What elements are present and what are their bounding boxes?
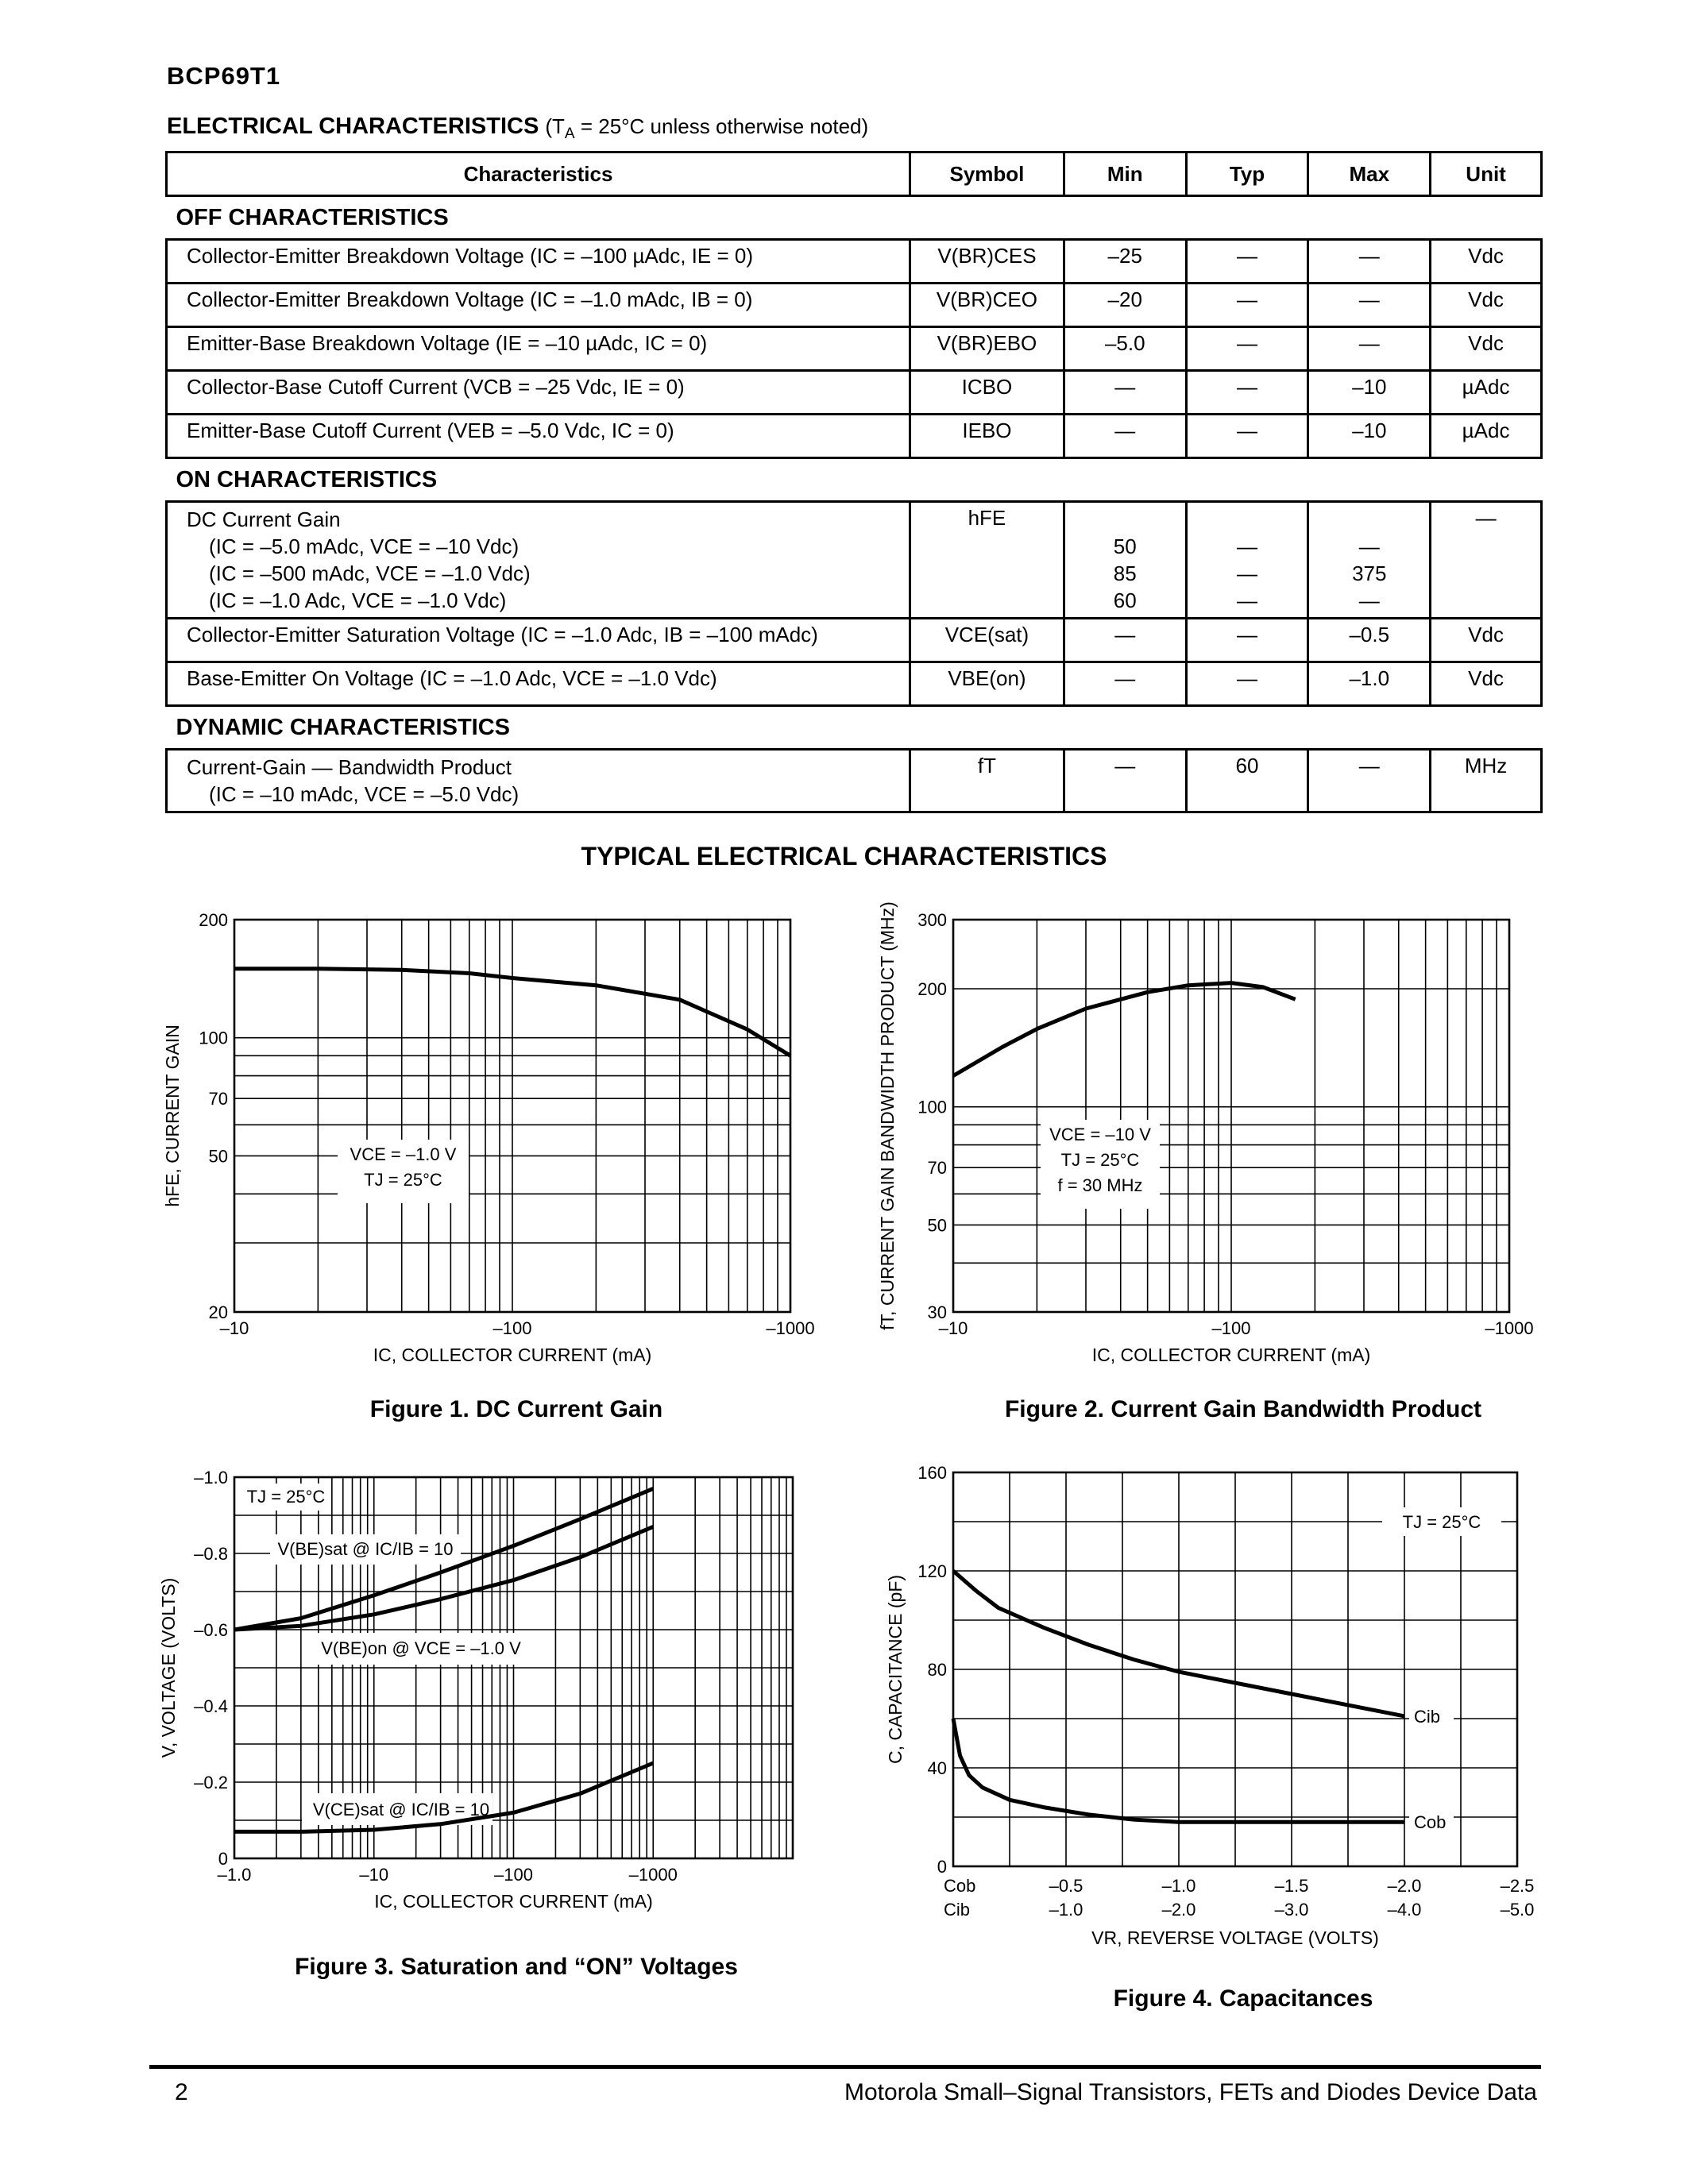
footer-rule	[149, 2065, 1541, 2069]
y-tick-label: 0	[218, 1849, 228, 1869]
section-title: ON CHARACTERISTICS	[167, 458, 1542, 502]
symbol-cell: V(BR)CEO	[910, 284, 1064, 327]
y-tick-label: –0.4	[194, 1696, 228, 1716]
annotation-text: TJ = 25°C	[1060, 1150, 1140, 1170]
dc-gain-max-value: —	[1358, 534, 1380, 558]
dc-gain-max-value: 375	[1352, 561, 1387, 585]
x-tick-label: –0.5	[1049, 1876, 1083, 1896]
dc-gain-min-value: 60	[1113, 588, 1137, 612]
symbol-cell: V(BR)EBO	[910, 327, 1064, 371]
electrical-characteristics-table	[165, 151, 1543, 813]
annotation-text: V(BE)sat @ IC/IB = 10	[277, 1539, 454, 1559]
x-tick-label: –5.0	[1500, 1900, 1535, 1920]
x-tick-label: –100	[494, 1865, 533, 1885]
table-row-dc-gain	[167, 502, 1542, 619]
annotation-text: VCE = –10 V	[1049, 1125, 1151, 1144]
unit-cell: Vdc	[1431, 284, 1542, 327]
max-cell: –10	[1308, 371, 1431, 415]
x-axis-label: VR, REVERSE VOLTAGE (VOLTS)	[1091, 1927, 1379, 1948]
typ-cell: 60	[1186, 750, 1308, 812]
page-number: 2	[175, 2079, 188, 2105]
y-tick-label: 300	[917, 910, 947, 930]
max-cell: –1.0	[1308, 662, 1431, 706]
annotation-text: TJ = 25°C	[1402, 1512, 1481, 1532]
dynamic-label: Current-Gain — Bandwidth Product	[187, 755, 512, 779]
x-tick-label: –2.0	[1387, 1876, 1422, 1896]
x-tick-label: –10	[359, 1865, 389, 1885]
section-on	[167, 458, 1542, 502]
table-row	[167, 662, 1542, 706]
electrical-heading	[167, 114, 868, 143]
table-row	[167, 284, 1542, 327]
x-tick-label: –10	[938, 1318, 968, 1338]
unit-cell: Vdc	[1431, 240, 1542, 284]
symbol-cell: hFE	[910, 502, 1064, 619]
x-tick-label: –3.0	[1274, 1900, 1309, 1920]
y-axis-label: C, CAPACITANCE (pF)	[885, 1574, 906, 1765]
electrical-title: ELECTRICAL CHARACTERISTICS	[167, 114, 539, 139]
x-tick-label: –1000	[1485, 1318, 1534, 1338]
table-row	[167, 327, 1542, 371]
y-tick-label: –0.8	[194, 1544, 228, 1564]
unit-cell: —	[1431, 502, 1542, 619]
characteristic-cell: Collector-Emitter Saturation Voltage (IC = –1.0 Adc, IB = –100 mAdc)	[167, 619, 910, 662]
part-number: BCP69T1	[167, 62, 281, 90]
x-row2-label: Cib	[944, 1900, 971, 1920]
max-cell: —	[1308, 750, 1431, 812]
x-tick-label: –100	[1211, 1318, 1251, 1338]
min-cell: —	[1064, 415, 1186, 458]
section-dynamic	[167, 706, 1542, 750]
characteristic-cell: Collector-Emitter Breakdown Voltage (IC = –1.0 mAdc, IB = 0)	[167, 284, 910, 327]
table-row	[167, 240, 1542, 284]
max-cell: —	[1308, 284, 1431, 327]
y-tick-label: –1.0	[194, 1468, 228, 1488]
typ-cell: —	[1186, 371, 1308, 415]
characteristic-cell: Emitter-Base Cutoff Current (VEB = –5.0 Vdc, IC = 0)	[167, 415, 910, 458]
column-header: Characteristics	[167, 152, 910, 196]
characteristic-cell	[167, 502, 910, 619]
typ-cell: —	[1186, 240, 1308, 284]
max-cell: –0.5	[1308, 619, 1431, 662]
annotation-text: f = 30 MHz	[1057, 1175, 1143, 1195]
annotation-text: VCE = –1.0 V	[350, 1144, 457, 1164]
annotation-text: V(CE)sat @ IC/IB = 10	[312, 1800, 490, 1819]
x-tick-label: –4.0	[1387, 1900, 1422, 1920]
dc-gain-typ-value: —	[1237, 588, 1257, 612]
dc-gain-min-value: 85	[1113, 561, 1137, 585]
y-tick-label: –0.6	[194, 1620, 228, 1640]
y-tick-label: 100	[199, 1028, 228, 1048]
unit-cell: MHz	[1431, 750, 1542, 812]
dc-gain-typ-value: —	[1237, 534, 1257, 558]
x-axis-label: IC, COLLECTOR CURRENT (mA)	[1091, 1345, 1371, 1365]
chart-figure-3	[151, 1461, 850, 1938]
dc-gain-label: DC Current Gain	[187, 507, 341, 531]
section-off	[167, 196, 1542, 240]
section-title: DYNAMIC CHARACTERISTICS	[167, 706, 1542, 750]
y-tick-label: –0.2	[194, 1773, 228, 1792]
y-tick-label: 50	[927, 1215, 947, 1236]
column-header: Symbol	[910, 152, 1064, 196]
typ-cell: —	[1186, 415, 1308, 458]
symbol-cell: VCE(sat)	[910, 619, 1064, 662]
table-row-dynamic	[167, 750, 1542, 812]
y-tick-label: 160	[917, 1463, 947, 1483]
min-cell	[1064, 502, 1186, 619]
y-tick-label: 200	[917, 978, 947, 999]
annotation-text: V(BE)on @ VCE = –1.0 V	[321, 1638, 521, 1658]
figure-1-caption: Figure 1. DC Current Gain	[369, 1396, 663, 1422]
x-row1-label: Cob	[944, 1876, 976, 1896]
symbol-cell: IEBO	[910, 415, 1064, 458]
figure-2-caption: Figure 2. Current Gain Bandwidth Product	[1004, 1396, 1482, 1422]
dc-gain-condition: (IC = –5.0 mAdc, VCE = –10 Vdc)	[209, 534, 520, 558]
typical-heading: TYPICAL ELECTRICAL CHARACTERISTICS	[581, 842, 1107, 870]
column-header: Max	[1308, 152, 1431, 196]
chart-figure-2	[874, 901, 1573, 1382]
min-cell: —	[1064, 750, 1186, 812]
column-header: Typ	[1186, 152, 1308, 196]
dc-gain-condition: (IC = –500 mAdc, VCE = –1.0 Vdc)	[209, 561, 531, 585]
max-cell	[1308, 502, 1431, 619]
y-tick-label: 40	[927, 1758, 947, 1778]
chart-figure-1	[151, 905, 850, 1382]
figure-4-caption: Figure 4. Capacitances	[1113, 1985, 1373, 2012]
y-tick-label: 70	[927, 1158, 947, 1179]
x-tick-label: –1.0	[1161, 1876, 1196, 1896]
max-cell: –10	[1308, 415, 1431, 458]
max-cell: —	[1308, 240, 1431, 284]
symbol-cell: VBE(on)	[910, 662, 1064, 706]
typ-cell: —	[1186, 619, 1308, 662]
typ-cell: —	[1186, 662, 1308, 706]
unit-cell: µAdc	[1431, 371, 1542, 415]
min-cell: —	[1064, 662, 1186, 706]
x-tick-label: –1.5	[1274, 1876, 1309, 1896]
y-axis-label: hFE, CURRENT GAIN	[162, 1024, 183, 1207]
symbol-cell: fT	[910, 750, 1064, 812]
typ-cell: —	[1186, 284, 1308, 327]
x-tick-label: –1000	[766, 1318, 815, 1338]
y-tick-label: 200	[199, 910, 228, 930]
unit-cell: Vdc	[1431, 619, 1542, 662]
table-row	[167, 371, 1542, 415]
characteristic-cell: Collector-Base Cutoff Current (VCB = –25 Vdc, IE = 0)	[167, 371, 910, 415]
unit-cell: Vdc	[1431, 662, 1542, 706]
y-axis-label: V, VOLTAGE (VOLTS)	[158, 1577, 179, 1758]
table-row	[167, 415, 1542, 458]
y-tick-label: 80	[927, 1660, 947, 1680]
dc-gain-typ-value: —	[1237, 561, 1257, 585]
min-cell: —	[1064, 371, 1186, 415]
column-header: Unit	[1431, 152, 1542, 196]
x-tick-label: –2.5	[1500, 1876, 1535, 1896]
y-tick-label: 30	[927, 1302, 947, 1322]
y-tick-label: 0	[937, 1857, 947, 1877]
characteristic-cell: Base-Emitter On Voltage (IC = –1.0 Adc, VCE = –1.0 Vdc)	[167, 662, 910, 706]
typ-cell: —	[1186, 327, 1308, 371]
characteristic-cell: Collector-Emitter Breakdown Voltage (IC = –100 µAdc, IE = 0)	[167, 240, 910, 284]
dc-gain-min-value: 50	[1113, 534, 1137, 558]
y-tick-label: 100	[917, 1097, 947, 1117]
y-tick-label: 120	[917, 1561, 947, 1581]
x-axis-label: IC, COLLECTOR CURRENT (mA)	[373, 1345, 652, 1365]
x-axis-label: IC, COLLECTOR CURRENT (mA)	[374, 1891, 653, 1912]
min-cell: –20	[1064, 284, 1186, 327]
characteristic-cell	[167, 750, 910, 812]
section-title: OFF CHARACTERISTICS	[167, 196, 1542, 240]
unit-cell: µAdc	[1431, 415, 1542, 458]
series-line-fT	[953, 983, 1296, 1076]
column-header: Min	[1064, 152, 1186, 196]
x-tick-label: –1.0	[1049, 1900, 1083, 1920]
x-tick-label: –10	[219, 1318, 249, 1338]
table-header-row	[167, 152, 1542, 196]
symbol-cell: ICBO	[910, 371, 1064, 415]
y-tick-label: 70	[208, 1089, 228, 1109]
figure-3-caption: Figure 3. Saturation and “ON” Voltages	[295, 1954, 738, 1980]
dc-gain-max-value: —	[1358, 588, 1380, 612]
y-tick-label: 50	[208, 1146, 228, 1167]
symbol-cell: V(BR)CES	[910, 240, 1064, 284]
y-axis-label: fT, CURRENT GAIN BANDWIDTH PRODUCT (MHz)	[877, 901, 898, 1330]
table-row	[167, 619, 1542, 662]
annotation-text: TJ = 25°C	[246, 1487, 326, 1507]
dynamic-condition: (IC = –10 mAdc, VCE = –5.0 Vdc)	[209, 782, 520, 806]
unit-cell: Vdc	[1431, 327, 1542, 371]
series-label: Cob	[1414, 1812, 1447, 1833]
chart-figure-4	[874, 1461, 1573, 1954]
electrical-condition: ($T_A = 25^\circ C$ unless otherwise noted)	[545, 114, 869, 142]
min-cell: –5.0	[1064, 327, 1186, 371]
characteristic-cell: Emitter-Base Breakdown Voltage (IE = –10 µAdc, IC = 0)	[167, 327, 910, 371]
x-tick-label: –2.0	[1161, 1900, 1196, 1920]
min-cell: –25	[1064, 240, 1186, 284]
series-label: Cib	[1414, 1706, 1441, 1727]
y-tick-label: 20	[208, 1302, 228, 1322]
max-cell: —	[1308, 327, 1431, 371]
x-tick-label: –1000	[628, 1865, 678, 1885]
x-tick-label: –100	[492, 1318, 532, 1338]
min-cell: —	[1064, 619, 1186, 662]
footer-text: Motorola Small–Signal Transistors, FETs and Diodes Device Data	[844, 2079, 1537, 2105]
x-tick-label: –1.0	[217, 1865, 252, 1885]
annotation-text: TJ = 25°C	[364, 1170, 442, 1190]
typ-cell	[1186, 502, 1308, 619]
dc-gain-condition: (IC = –1.0 Adc, VCE = –1.0 Vdc)	[209, 588, 507, 612]
